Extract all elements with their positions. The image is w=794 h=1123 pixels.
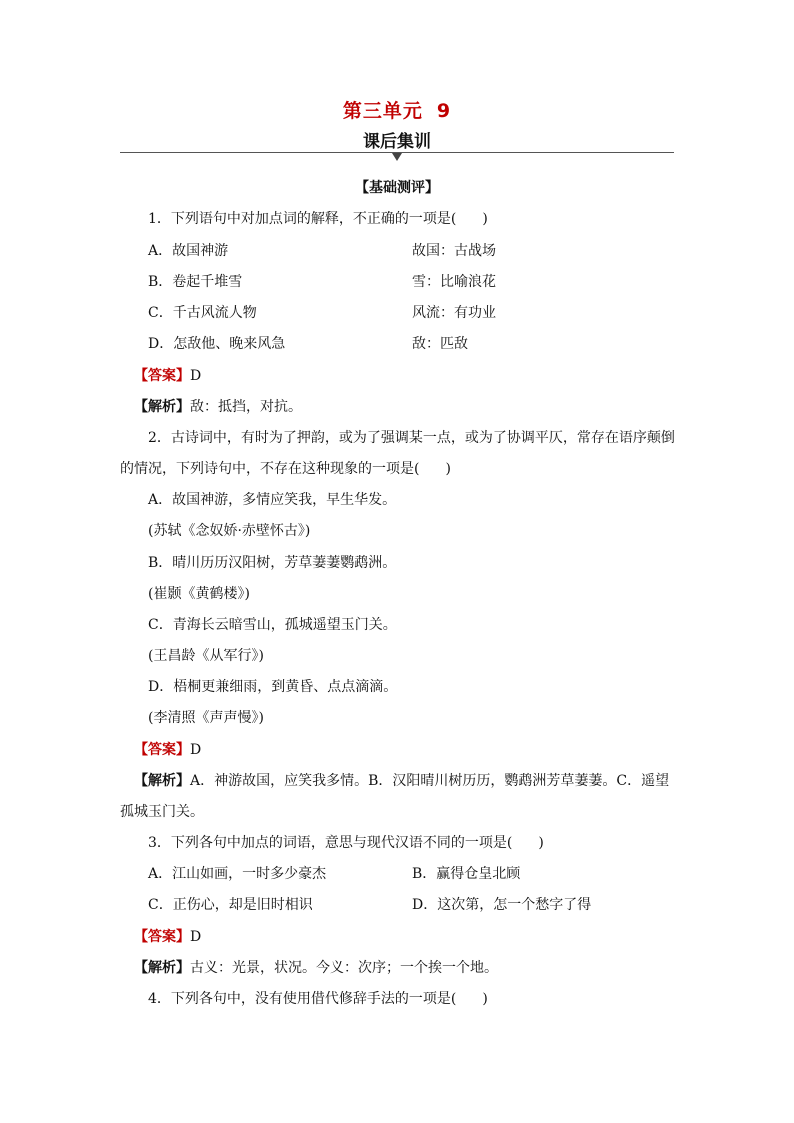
q3-option-c: C．正伤心，却是旧时相识	[148, 897, 313, 913]
page-subtitle: 课后集训	[363, 132, 431, 152]
q2-explanation-line2: 孤城玉门关。	[120, 804, 204, 820]
question-2-stem-line2: 的情况，下列诗句中，不存在这种现象的一项是( )	[120, 461, 451, 477]
q1-option-b: B．卷起千堆雪	[148, 274, 243, 290]
q2-option-b-source: (崔颢《黄鹤楼》)	[148, 586, 250, 602]
q1-option-d: D．怎敌他、晚来风急	[148, 336, 286, 352]
q2-option-b: B．晴川历历汉阳树，芳草萋萋鹦鹉洲。	[148, 555, 397, 571]
q2-explanation-line1: 【解析】A．神游故国，应笑我多情。B．汉阳晴川树历历，鹦鹉洲芳草萋萋。C．遥望	[134, 773, 670, 789]
question-1-stem: 1．下列语句中对加点词的解释，不正确的一项是( )	[148, 211, 488, 227]
question-2-stem-line1: 2．古诗词中，有时为了押韵，或为了强调某一点，或为了协调平仄，常存在语序颠倒	[148, 430, 675, 446]
q3-option-b: B．赢得仓皇北顾	[412, 866, 521, 882]
q1-answer: 【答案】D	[134, 368, 202, 384]
unit-title	[0, 99, 794, 123]
q1-option-a-note: 故国：古战场	[412, 243, 496, 259]
section-heading: 【基础测评】	[355, 180, 439, 196]
q2-option-c-source: (王昌龄《从军行》)	[148, 648, 264, 664]
q1-option-c: C．千古风流人物	[148, 305, 257, 321]
q1-explanation: 【解析】敌：抵挡，对抗。	[134, 399, 302, 415]
q3-option-a: A．江山如画，一时多少豪杰	[148, 866, 327, 882]
q2-option-d: D．梧桐更兼细雨，到黄昏、点点滴滴。	[148, 679, 398, 695]
q2-option-a-source: (苏轼《念奴娇·赤壁怀古》)	[148, 523, 311, 539]
q1-option-b-note: 雪：比喻浪花	[412, 274, 496, 290]
question-4-stem: 4．下列各句中，没有使用借代修辞手法的一项是( )	[148, 991, 488, 1007]
q3-explanation: 【解析】古义：光景，状况。今义：次序；一个挨一个地。	[134, 960, 498, 976]
q3-answer: 【答案】D	[134, 929, 202, 945]
q3-option-d: D．这次第，怎一个愁字了得	[412, 897, 592, 913]
q1-option-a: A．故国神游	[148, 243, 229, 259]
q2-answer: 【答案】D	[134, 742, 202, 758]
question-3-stem: 3．下列各句中加点的词语，意思与现代汉语不同的一项是( )	[148, 835, 544, 851]
unit-number: 9	[436, 100, 452, 122]
q1-option-c-note: 风流：有功业	[412, 305, 496, 321]
down-arrow-icon	[392, 153, 402, 161]
q2-option-c: C．青海长云暗雪山，孤城遥望玉门关。	[148, 617, 397, 633]
q2-option-a: A．故国神游，多情应笑我，早生华发。	[148, 492, 397, 508]
q2-option-d-source: (李清照《声声慢》)	[148, 710, 264, 726]
q1-option-d-note: 敌：匹敌	[412, 336, 468, 352]
unit-label: 第三单元	[342, 100, 423, 122]
